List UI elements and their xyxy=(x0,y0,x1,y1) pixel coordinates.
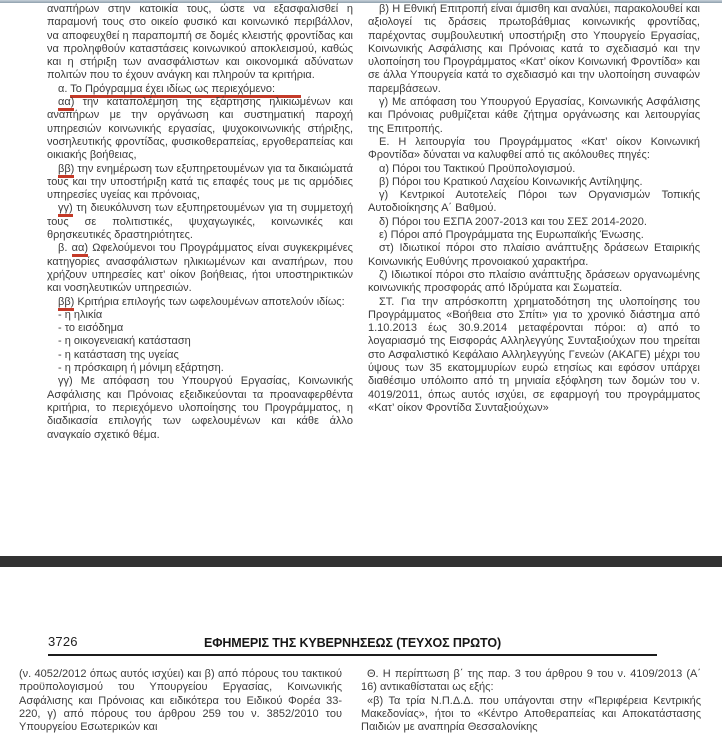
text-segment: Ε. Η λειτουργία του Προγράμματος «Κατ’ οίκον Κοινωνική Φροντίδα» δύναται να καλυφθεί από τις ακόλουθες πηγές: xyxy=(368,135,700,162)
paragraph xyxy=(368,3,700,96)
text-segment: ζ) Ιδιωτικοί πόροι στο πλαίσιο ανάπτυξης δράσεων οργανωμένης κοινωνικής προσφοράς από Ιδρύματα και Σωματεία. xyxy=(368,268,700,295)
paragraph xyxy=(47,202,353,242)
paragraph xyxy=(368,163,700,176)
lower-page-right-column xyxy=(361,668,701,736)
red-underlined-text: ββ) xyxy=(58,163,74,178)
text-segment: γγ) Με απόφαση του Υπουργού Εργασίας, Κοινωνικής Ασφάλισης και Πρόνοιας εξειδικεύονται τα προαναφερθέντα κριτήρια, το περιεχόμενο υλοποίησης του Προγράμματος, η διαδικασία επιλογής των ωφελουμένων και κάθε άλλο αναγκαίο σχετικό θέμα. xyxy=(47,375,353,441)
lower-page-left-column xyxy=(19,668,342,736)
text-segment: Ωφελούμενοι του Προγράμματος είναι συγκεκριμένες κατηγορίες ανασφάλιστων ηλικιωμένων και αναπήρων, που χρήζουν υπηρεσίες κατ’ οίκον βοήθειας, ήτοι υποστηρικτικών και νοσηλευτικών υπηρεσιών. xyxy=(47,242,353,295)
paragraph xyxy=(47,375,353,441)
text-segment: γ) Κεντρικοί Αυτοτελείς Πόροι των Οργανισμών Τοπικής Αυτοδιοίκησης Α΄ Βαθμού. xyxy=(368,189,700,215)
text-segment: δ) Πόροι του ΕΣΠΑ 2007-2013 και του ΣΕΣ 2014-2020. xyxy=(379,215,647,228)
text-segment: - το εισόδημα xyxy=(58,322,124,335)
paragraph xyxy=(47,96,353,162)
page-separator-bar xyxy=(0,556,722,567)
text-segment: ΣΤ. Για την απρόσκοπτη χρηματοδότηση της υλοποίησης του Προγράμματος «Βοήθεια στο Σπίτι» για το χρονικό διάστημα από 1.10.2013 έως 30.9.2014 μεταφέρονται πόροι: α) από το λογαριασμό της Εισφοράς Αλληλεγγύης Συνταξιούχων που τηρείται στο Ασφαλιστικό Κεφάλαιο Αλληλεγγύης Γενεών (ΑΚΑΓΕ) μέχρι του ύψους των 35 εκατομμυρίων ευρώ ετησίως και εφόσον υπάρχει διαθέσιμο υπόλοιπο από τη μηνιαία εξόφληση των δομών του ν. 4019/2011, όπως αυτός ισχύει, σε εφαρμογή του προγράμματος «Κατ’ οίκον Φροντίδα Συνταξιούχων» xyxy=(368,295,700,414)
red-underlined-text: ββ) xyxy=(58,296,74,311)
gazette-header-title: ΕΦΗΜΕΡΙΣ ΤΗΣ ΚΥΒΕΡΝΗΣΕΩΣ (ΤΕΥΧΟΣ ΠΡΩΤΟ) xyxy=(203,636,502,650)
text-segment: - η ηλικία xyxy=(58,308,103,321)
page-number: 3726 xyxy=(48,634,78,649)
paragraph xyxy=(368,176,700,189)
text-segment: ε) Πόροι από Προγράμματα της Ευρωπαϊκής Ένωσης. xyxy=(379,229,644,242)
upper-page-right-column xyxy=(368,3,700,415)
text-segment: την καταπολέμηση της εξάρτησης ηλικιωμένων και αναπήρων με την οργάνωση και συστηματική παροχή υπηρεσιών κοινωνικής εργασίας, ψυχοκοινωνικής στήριξης, νοσηλευτικής φροντίδας, φυσικοθεραπείας, εργοθεραπείας και οικιακής βοήθειας, xyxy=(47,96,353,162)
paragraph xyxy=(19,668,342,734)
paragraph xyxy=(368,189,700,216)
text-segment: - η πρόσκαιρη ή μόνιμη εξάρτηση. xyxy=(58,362,224,375)
paragraph xyxy=(47,296,353,309)
text-segment: την ενημέρωση των εξυπηρετουμένων για τα δικαιώματά τους και την υποστήριξη κατά τις επαφές τους με τις αρμόδιες υπηρεσίες υγείας και πρόνοιας, xyxy=(47,162,353,202)
paragraph xyxy=(368,229,700,242)
red-underlined-text: αα) xyxy=(72,242,88,257)
paragraph xyxy=(47,349,353,362)
paragraph xyxy=(368,269,700,296)
upper-page-left-column xyxy=(47,3,353,442)
text-segment: (ν. 4052/2012 όπως αυτός ισχύει) και β) από πόρους του τακτικού προϋπολογισμού του Υπουργείου Εργασίας, Κοινωνικής Ασφάλισης και Πρόνοιας και ειδικότερα του Ειδικού Φορέα 33-220, γ) από πόρους του άρθρου 259 του ν. 3852/2010 του Υπουργείου Εσωτερικών και xyxy=(19,668,342,734)
paragraph xyxy=(361,668,701,695)
paragraph xyxy=(368,136,700,163)
paragraph xyxy=(47,335,353,348)
paragraph xyxy=(47,83,353,96)
text-segment: στ) Ιδιωτικοί πόροι στο πλαίσιο ανάπτυξης δράσεων Εταιρικής Κοινωνικής Ευθύνης προνοιακού χαρακτήρα. xyxy=(368,242,700,268)
paragraph xyxy=(47,362,353,375)
paragraph xyxy=(368,296,700,416)
text-segment: Κριτήρια επιλογής των ωφελουμένων αποτελούν ιδίως: xyxy=(74,295,345,308)
paragraph xyxy=(47,242,353,295)
text-segment: τη διευκόλυνση των εξυπηρετουμένων για τη συμμετοχή τους σε πολιτιστικές, ψυχαγωγικές, κοινωνικές και θρησκευτικές δραστηριότητες. xyxy=(47,202,353,242)
paragraph xyxy=(47,322,353,335)
text-segment: «β) Τα τρία Ν.Π.Δ.Δ. που υπάγονται στην «Περιφέρεια Κεντρικής Μακεδονίας», ήτοι το «Κέντρο Αποθεραπείας και Αποκατάστασης Παιδιών με αναπηρία Θεσσαλονίκης xyxy=(361,694,701,734)
text-segment: α) Πόροι του Τακτικού Προϋπολογισμού. xyxy=(379,162,576,175)
text-segment: α. xyxy=(58,82,71,95)
text-segment: β. xyxy=(58,242,72,255)
header-rule xyxy=(48,654,657,656)
text-segment: - η οικογενειακή κατάσταση xyxy=(58,335,191,348)
text-segment: Θ. Η περίπτωση β΄ της παρ. 3 του άρθρου 9 του ν. 4109/2013 (Α΄ 16) αντικαθίσταται ως εξής: xyxy=(361,668,701,694)
paragraph xyxy=(368,216,700,229)
paragraph xyxy=(47,309,353,322)
text-segment: αναπήρων στην κατοικία τους, ώστε να εξασφαλισθεί η παραμονή τους στο οικείο φυσικό και κοινωνικό περιβάλλον, να αποφευχθεί η παραπομπή σε δομές κλειστής φροντίδας και να προληφθούν καταστάσεις κοινωνικού αποκλεισμού, καθώς και η στήριξη των ανασφάλιστων και οικονομικά αδύνατων πολιτών που το έχουν ανάγκη και πληρούν τα κριτήρια. xyxy=(47,3,353,82)
red-underlined-text: γγ) xyxy=(58,202,73,217)
paragraph xyxy=(368,96,700,136)
text-segment: β) Η Εθνική Επιτροπή είναι άμισθη και αναλύει, παρακολουθεί και αξιολογεί τις δράσεις πρωτοβάθμιας κοινωνικής φροντίδας, παρέχοντας συμβουλευτική υποστήριξη στο Υπουργείο Εργασίας, Κοινωνικής Ασφάλισης και Πρόνοιας κατά το σχεδιασμό και την υλοποίηση του Προγράμματος «Κατ’ οίκον Κοινωνική Φροντίδα» και σε άλλα Υπουργεία κατά το σχεδιασμό και την υλοποίηση συναφών παρεμβάσεων. xyxy=(368,3,700,95)
red-underlined-text: Το Πρόγραμμα έχει ιδίως ως περιεχόμενο: xyxy=(70,83,301,98)
text-segment: - η κατάσταση της υγείας xyxy=(58,348,179,361)
paragraph xyxy=(47,163,353,203)
text-segment: γ) Με απόφαση του Υπουργού Εργασίας, Κοινωνικής Ασφάλισης και Πρόνοιας ρυθμίζεται κάθε ζήτημα οργάνωσης και λειτουργίας της Επιτροπής. xyxy=(368,96,700,135)
paragraph xyxy=(361,695,701,735)
paragraph xyxy=(368,242,700,269)
text-segment: β) Πόροι του Κρατικού Λαχείου Κοινωνικής Αντίληψης. xyxy=(379,175,643,188)
paragraph xyxy=(47,3,353,83)
red-underlined-text: αα) xyxy=(58,96,74,111)
